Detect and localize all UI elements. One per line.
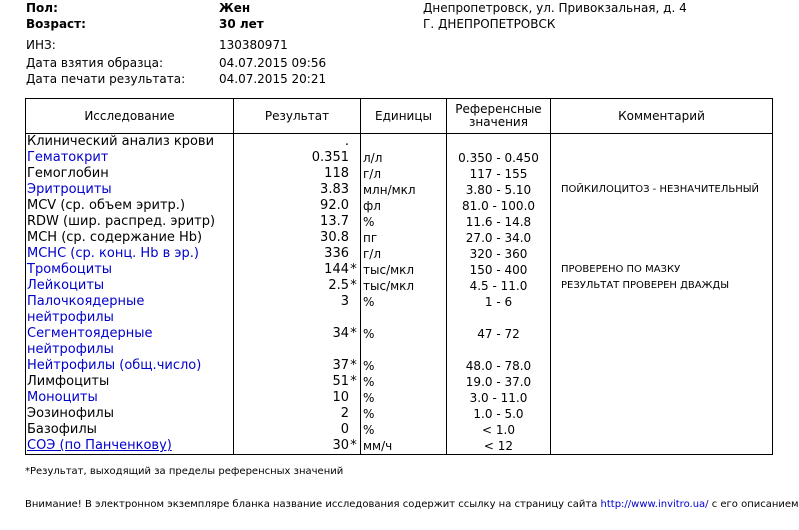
result-value: 0.351 (311, 150, 349, 165)
out-of-range-flag: * (350, 358, 357, 373)
lab-address-line2: Г. ДНЕПРОПЕТРОВСК (423, 17, 556, 31)
result-cell (234, 182, 361, 198)
table-row (26, 166, 773, 182)
age-label: Возраст: (26, 17, 86, 31)
test-name: MCV (ср. объем эритр.) (27, 198, 186, 213)
reference-cell: < 12 (447, 438, 551, 455)
reference-cell: 27.0 - 34.0 (447, 230, 551, 246)
unit-cell: л/л (361, 150, 447, 166)
sex-value: Жен (219, 1, 251, 15)
test-name-cell (26, 182, 234, 198)
unit-cell: % (361, 214, 447, 230)
comment-cell (551, 374, 773, 390)
test-name[interactable]: Лейкоциты (27, 278, 105, 293)
reference-cell: 3.0 - 11.0 (447, 390, 551, 406)
unit-cell: % (361, 374, 447, 390)
header-reference-line2: значения (469, 115, 528, 129)
comment-cell (551, 214, 773, 230)
table-row (26, 230, 773, 246)
comment-cell (551, 390, 773, 406)
test-name-cell (26, 390, 234, 406)
inz-value: 130380971 (219, 38, 288, 52)
test-name-cell (26, 230, 234, 246)
test-name[interactable]: Сегментоядерные нейтрофилы (27, 326, 153, 357)
comment-cell: ПРОВЕРЕНО ПО МАЗКУ (551, 262, 773, 278)
test-name: Базофилы (27, 422, 97, 437)
test-name-cell (26, 422, 234, 438)
test-name[interactable]: СОЭ (по Панченкову) (27, 438, 172, 453)
reference-cell: 4.5 - 11.0 (447, 278, 551, 294)
out-of-range-flag: * (350, 374, 357, 389)
test-name-cell (26, 166, 234, 182)
reference-cell: 0.350 - 0.450 (447, 150, 551, 166)
result-value: 3 (340, 294, 349, 309)
result-value: 30.8 (320, 230, 349, 245)
test-name-cell (26, 246, 234, 262)
unit-cell: % (361, 406, 447, 422)
table-row (26, 406, 773, 422)
sample-date-label: Дата взятия образца: (26, 56, 164, 70)
unit-cell: млн/мкл (361, 182, 447, 198)
test-name: Гемоглобин (27, 166, 109, 181)
table-row (26, 390, 773, 406)
reference-cell: 1.0 - 5.0 (447, 406, 551, 422)
comment-cell (551, 230, 773, 246)
result-value: 2.5 (328, 278, 349, 293)
result-value: 30 (332, 438, 349, 453)
result-value: . (344, 134, 349, 149)
reference-cell: 81.0 - 100.0 (447, 198, 551, 214)
table-row (26, 150, 773, 166)
test-name-cell (26, 358, 234, 374)
table-header-row (26, 99, 773, 134)
result-value: 336 (324, 246, 349, 261)
comment-cell (551, 294, 773, 326)
result-cell (234, 438, 361, 455)
reference-cell: < 1.0 (447, 422, 551, 438)
out-of-range-flag: * (350, 262, 357, 277)
reference-cell: 19.0 - 37.0 (447, 374, 551, 390)
comment-cell (551, 358, 773, 374)
result-cell (234, 422, 361, 438)
notice-text-end: с его описанием (708, 499, 799, 510)
unit-cell: % (361, 390, 447, 406)
table-row (26, 438, 773, 455)
table-row (26, 294, 773, 326)
result-cell (234, 294, 361, 326)
reference-cell: 3.80 - 5.10 (447, 182, 551, 198)
unit-cell: тыс/мкл (361, 262, 447, 278)
table-row (26, 214, 773, 230)
unit-cell: % (361, 358, 447, 374)
reference-cell: 150 - 400 (447, 262, 551, 278)
table-row (26, 422, 773, 438)
comment-cell (551, 166, 773, 182)
test-name: MCH (ср. содержание Hb) (27, 230, 203, 245)
unit-cell: г/л (361, 166, 447, 182)
result-cell (234, 214, 361, 230)
comment-cell (551, 438, 773, 455)
table-row (26, 182, 773, 198)
reference-cell: 11.6 - 14.8 (447, 214, 551, 230)
test-name: Лимфоциты (27, 374, 110, 389)
result-cell (234, 406, 361, 422)
unit-cell: г/л (361, 246, 447, 262)
test-name-cell (26, 278, 234, 294)
electronic-copy-notice (25, 499, 799, 510)
test-name: Эозинофилы (27, 406, 114, 421)
unit-cell: тыс/мкл (361, 278, 447, 294)
test-name: RDW (шир. распред. эритр) (27, 214, 216, 229)
print-date-label: Дата печати результата: (26, 72, 186, 86)
table-row (26, 134, 773, 151)
test-name[interactable]: Палочкоядерные нейтрофилы (27, 294, 145, 325)
test-name-cell (26, 198, 234, 214)
unit-cell: мм/ч (361, 438, 447, 455)
result-value: 3.83 (320, 182, 349, 197)
reference-cell: 117 - 155 (447, 166, 551, 182)
test-name-cell (26, 294, 234, 326)
result-value: 2 (340, 406, 349, 421)
test-name[interactable]: Тромбоциты (27, 262, 113, 277)
result-value: 92.0 (320, 198, 349, 213)
comment-cell: РЕЗУЛЬТАТ ПРОВЕРЕН ДВАЖДЫ (551, 278, 773, 294)
result-value: 37 (332, 358, 349, 373)
out-of-range-footnote: *Результат, выходящий за пределы референсных значений (25, 466, 344, 477)
comment-cell (551, 422, 773, 438)
result-cell (234, 134, 361, 151)
test-name[interactable]: Нейтрофилы (общ.число) (27, 358, 202, 373)
test-name-cell (26, 262, 234, 278)
comment-cell: ПОЙКИЛОЦИТОЗ - НЕЗНАЧИТЕЛЬНЫЙ (551, 182, 773, 198)
lab-address-line1: Днепропетровск, ул. Привокзальная, д. 4 (423, 1, 687, 15)
result-cell (234, 374, 361, 390)
result-value: 51 (332, 374, 349, 389)
table-row (26, 358, 773, 374)
result-value: 144 (324, 262, 349, 277)
test-name-cell (26, 438, 234, 455)
table-row (26, 374, 773, 390)
test-name[interactable]: MCHC (ср. конц. Hb в эр.) (27, 246, 199, 261)
unit-cell: фл (361, 198, 447, 214)
unit-cell (361, 134, 447, 151)
result-cell (234, 358, 361, 374)
table-row (26, 326, 773, 358)
result-value: 0 (340, 422, 349, 437)
result-cell (234, 166, 361, 182)
reference-cell: 48.0 - 78.0 (447, 358, 551, 374)
result-cell (234, 198, 361, 214)
header-reference-line1: Референсные (455, 102, 542, 116)
result-value: 34 (332, 326, 349, 341)
test-name-cell (26, 150, 234, 166)
test-name-cell (26, 134, 234, 151)
result-cell (234, 246, 361, 262)
result-value: 10 (332, 390, 349, 405)
test-name-cell (26, 374, 234, 390)
unit-cell: пг (361, 230, 447, 246)
comment-cell (551, 150, 773, 166)
test-name[interactable]: Моноциты (27, 390, 98, 405)
out-of-range-flag: * (350, 438, 357, 453)
table-row (26, 198, 773, 214)
comment-cell (551, 406, 773, 422)
test-name[interactable]: Эритроциты (27, 182, 112, 197)
unit-cell: % (361, 326, 447, 358)
comment-cell (551, 326, 773, 358)
result-value: 13.7 (320, 214, 349, 229)
header-reference (447, 99, 551, 134)
test-name-cell (26, 406, 234, 422)
header-result: Результат (234, 99, 361, 134)
results-table (25, 98, 773, 455)
sample-date-value: 04.07.2015 09:56 (219, 56, 327, 70)
out-of-range-flag: * (350, 326, 357, 341)
result-value: 118 (324, 166, 349, 181)
table-row (26, 262, 773, 278)
result-cell (234, 150, 361, 166)
table-row (26, 246, 773, 262)
unit-cell: % (361, 294, 447, 326)
result-cell (234, 262, 361, 278)
inz-label: ИНЗ: (26, 38, 56, 52)
test-name[interactable]: Гематокрит (27, 150, 109, 165)
header-comment: Комментарий (551, 99, 773, 134)
reference-cell (447, 134, 551, 151)
header-units: Единицы (361, 99, 447, 134)
invitro-link[interactable]: http://www.invitro.ua/ (600, 499, 709, 510)
unit-cell: % (361, 422, 447, 438)
test-name: Клинический анализ крови (27, 134, 215, 149)
result-cell (234, 326, 361, 358)
result-cell (234, 390, 361, 406)
table-row (26, 278, 773, 294)
reference-cell: 1 - 6 (447, 294, 551, 326)
comment-cell (551, 246, 773, 262)
result-cell (234, 278, 361, 294)
comment-cell (551, 134, 773, 151)
comment-cell (551, 198, 773, 214)
test-name-cell (26, 214, 234, 230)
header-test: Исследование (26, 99, 234, 134)
sex-label: Пол: (26, 1, 58, 15)
result-cell (234, 230, 361, 246)
print-date-value: 04.07.2015 20:21 (219, 72, 327, 86)
test-name-cell (26, 326, 234, 358)
out-of-range-flag: * (350, 278, 357, 293)
reference-cell: 47 - 72 (447, 326, 551, 358)
notice-text: Внимание! В электронном экземпляре бланка название исследования содержит ссылку на страницу сайта (25, 499, 601, 510)
age-value: 30 лет (219, 17, 264, 31)
reference-cell: 320 - 360 (447, 246, 551, 262)
